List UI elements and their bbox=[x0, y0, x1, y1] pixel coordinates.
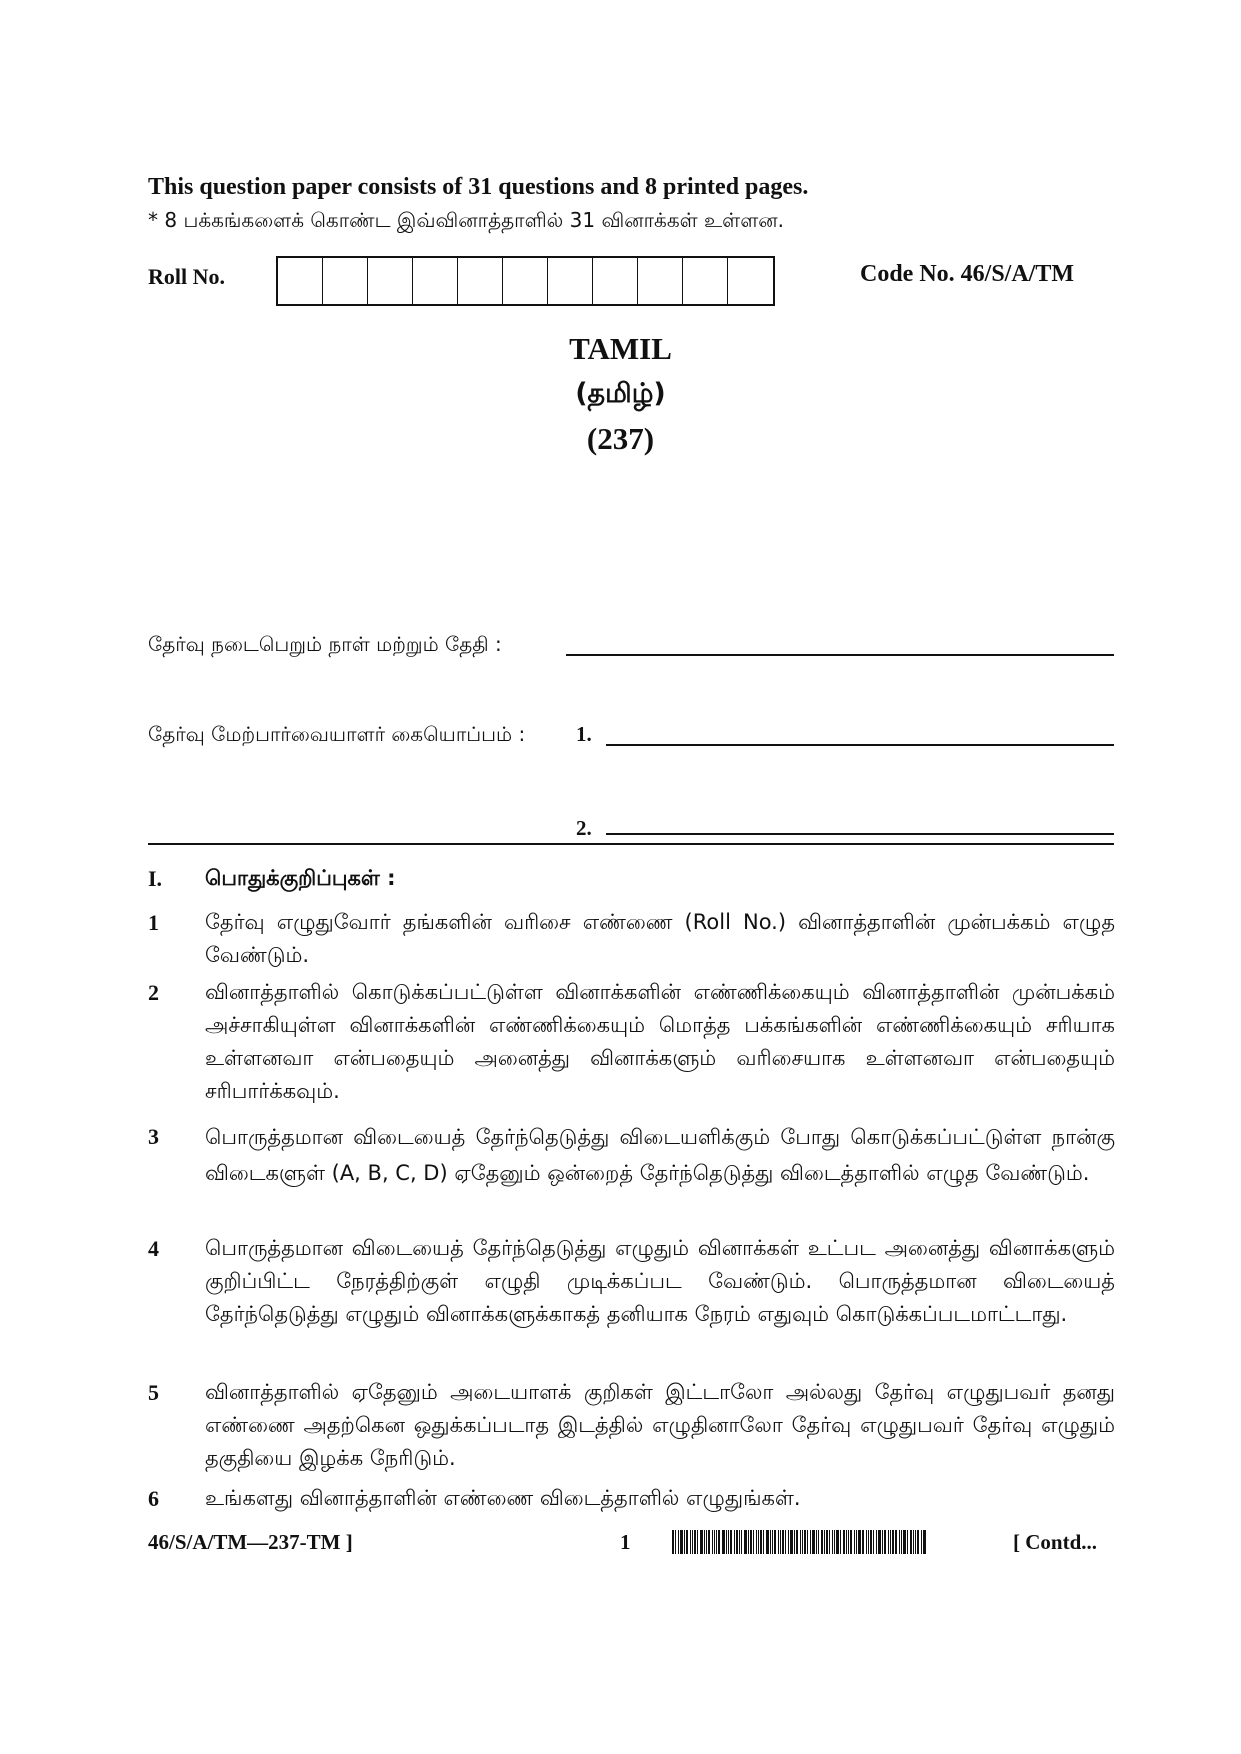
instruction-text: வினாத்தாளில் கொடுக்கப்பட்டுள்ள வினாக்களின் எண்ணிக்கையும் வினாத்தாளின் முன்பக்கம் அச்சாகியுள்ள வினாக்களின் எண்ணிக்கையும் மொத்த பக்கங்களின் எண்ணிக்கையும் சரியாக உள்ளனவா என்பதையும் அனைத்து வினாக்களும் வரிசையாக உள்ளனவா என்பதையும் சரிபார்க்கவும். bbox=[205, 980, 1115, 1103]
signature-two-line[interactable] bbox=[606, 833, 1114, 835]
roll-number-box[interactable] bbox=[638, 258, 683, 304]
instruction-number: 5 bbox=[148, 1380, 159, 1405]
roll-number-box[interactable] bbox=[368, 258, 413, 304]
instruction-text: உங்களது வினாத்தாளின் எண்ணை விடைத்தாளில் எழுதுங்கள். bbox=[205, 1486, 801, 1510]
instruction-number: 4 bbox=[148, 1236, 159, 1261]
code-number: Code No. 46/S/A/TM bbox=[860, 261, 1075, 287]
section-divider bbox=[148, 843, 1114, 845]
roll-number-box[interactable] bbox=[413, 258, 458, 304]
signature-one-line[interactable] bbox=[606, 744, 1114, 746]
instructions-number: I. bbox=[148, 866, 163, 891]
roll-number-box[interactable] bbox=[458, 258, 503, 304]
instruction-number: 6 bbox=[148, 1486, 159, 1511]
roll-number-box[interactable] bbox=[728, 258, 773, 304]
subject-title-tamil: (தமிழ்) bbox=[575, 378, 666, 409]
roll-number-label: Roll No. bbox=[148, 264, 225, 289]
exam-date-line[interactable] bbox=[566, 654, 1114, 656]
barcode bbox=[672, 1530, 1002, 1554]
roll-number-box[interactable] bbox=[593, 258, 638, 304]
instruction-text: தேர்வு எழுதுவோர் தங்களின் வரிசை எண்ணை (Roll No.) வினாத்தாளின் முன்பக்கம் எழுத வேண்டும். bbox=[205, 910, 1115, 967]
continued-label: [ Contd... bbox=[1013, 1530, 1098, 1554]
instructions-heading: பொதுக்குறிப்புகள் : bbox=[205, 866, 396, 890]
roll-number-box[interactable] bbox=[503, 258, 548, 304]
subject-title-english: TAMIL bbox=[569, 331, 672, 366]
exam-date-label: தேர்வு நடைபெறும் நாள் மற்றும் தேதி : bbox=[148, 632, 502, 656]
signature-one-number: 1. bbox=[576, 722, 592, 746]
instruction-text: பொருத்தமான விடையைத் தேர்ந்தெடுத்து எழுதும் வினாக்கள் உட்பட அனைத்து வினாக்களும் குறிப்பிட்ட நேரத்திற்குள் எழுதி முடிக்கப்பட வேண்டும். பொருத்தமான விடையைத் தேர்ந்தெடுத்து எழுதும் வினாக்களுக்காகத் தனியாக நேரம் எதுவும் கொடுக்கப்படமாட்டாது. bbox=[205, 1236, 1115, 1326]
pages-info-tamil: * 8 பக்கங்களைக் கொண்ட இவ்வினாத்தாளில் 31 வினாக்கள் உள்ளன. bbox=[148, 208, 785, 232]
page-number: 1 bbox=[620, 1530, 631, 1554]
roll-number-box[interactable] bbox=[683, 258, 728, 304]
instruction-text: வினாத்தாளில் ஏதேனும் அடையாளக் குறிகள் இட்டாலோ அல்லது தேர்வு எழுதுபவர் தனது எண்ணை அதற்கென ஒதுக்கப்படாத இடத்தில் எழுதினாலோ தேர்வு எழுதுபவர் தேர்வு எழுதும் தகுதியை இழக்க நேரிடும். bbox=[205, 1380, 1115, 1470]
roll-number-boxes[interactable] bbox=[276, 256, 775, 306]
instruction-number: 3 bbox=[148, 1124, 159, 1149]
instruction-number: 2 bbox=[148, 980, 159, 1005]
roll-number-box[interactable] bbox=[548, 258, 593, 304]
invigilator-signature-label: தேர்வு மேற்பார்வையாளர் கையொப்பம் : bbox=[148, 722, 526, 746]
instruction-number: 1 bbox=[148, 910, 159, 935]
instruction-text: பொருத்தமான விடையைத் தேர்ந்தெடுத்து விடையளிக்கும் போது கொடுக்கப்பட்டுள்ள நான்கு விடைகளுள் (A, B, C, D) ஏதேனும் ஒன்றைத் தேர்ந்தெடுத்து விடைத்தாளில் எழுத வேண்டும். bbox=[205, 1125, 1115, 1185]
roll-number-box[interactable] bbox=[323, 258, 368, 304]
subject-code: (237) bbox=[586, 421, 655, 456]
footer-paper-code: 46/S/A/TM—237-TM ] bbox=[148, 1530, 353, 1554]
signature-two-number: 2. bbox=[576, 816, 592, 840]
subject-title-block bbox=[0, 326, 1241, 461]
pages-info-english: This question paper consists of 31 questions and 8 printed pages. bbox=[148, 174, 809, 200]
roll-number-box[interactable] bbox=[278, 258, 323, 304]
